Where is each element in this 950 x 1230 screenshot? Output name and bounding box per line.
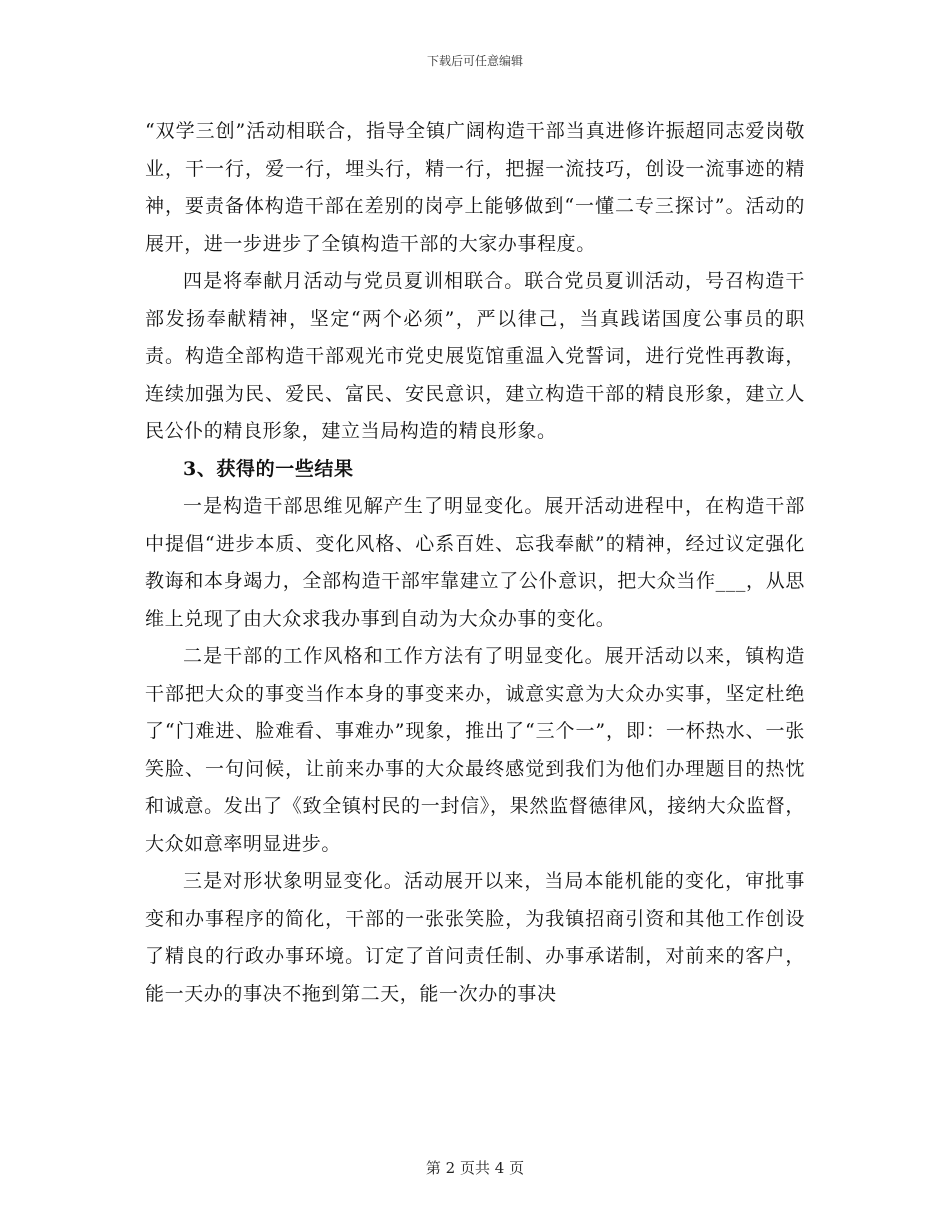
body-paragraph: 三是对形状象明显变化。活动展开以来，当局本能机能的变化，审批事变和办事程序的简化，干部的一张张笑脸，为我镇招商引资和其他工作创设了精良的行政办事环境。订定了首问责任制、办事承诺制，对前来的客户，能一天办的事决不拖到第二天，能一次办的事决 <box>145 870 805 1005</box>
body-paragraph: 一是构造干部思维见解产生了明显变化。展开活动进程中，在构造干部中提倡“进步本质、变化风格、心系百姓、忘我奉献”的精神，经过议定强化教诲和本身竭力，全部构造干部牢靠建立了公仆意识，把大众当作___，从思维上兑现了由大众求我办事到自动为大众办事的变化。 <box>145 495 805 630</box>
page-footer: 第 2 页共 4 页 <box>425 1159 525 1177</box>
page-header: 下载后可任意编辑 <box>426 54 523 68</box>
document-body <box>145 113 805 1013</box>
body-paragraph: “双学三创”活动相联合，指导全镇广阔构造干部当真进修许振超同志爱岗敬业，干一行，爱一行，埋头行，精一行，把握一流技巧，创设一流事迹的精神，要责备体构造干部在差别的岗亭上能够做到“一懂二专三探讨”。活动的展开，进一步进步了全镇构造干部的大家办事程度。 <box>145 120 805 255</box>
section-heading: 3、获得的一些结果 <box>183 457 354 480</box>
body-paragraph: 二是干部的工作风格和工作方法有了明显变化。展开活动以来，镇构造干部把大众的事变当作本身的事变来办，诚意实意为大众办实事，坚定杜绝了“门难进、脸难看、事难办”现象，推出了“三个一”，即：一杯热水、一张笑脸、一句问候，让前来办事的大众最终感觉到我们为他们办理题目的热忱和诚意。发出了《致全镇村民的一封信》，果然监督德律风，接纳大众监督，大众如意率明显进步。 <box>145 645 805 855</box>
body-paragraph: 四是将奉献月活动与党员夏训相联合。联合党员夏训活动，号召构造干部发扬奉献精神，坚定“两个必须”，严以律己，当真践诺国度公事员的职责。构造全部构造干部观光市党史展览馆重温入党誓词，进行党性再教诲，连续加强为民、爱民、富民、安民意识，建立构造干部的精良形象，建立人民公仆的精良形象，建立当局构造的精良形象。 <box>145 270 805 442</box>
